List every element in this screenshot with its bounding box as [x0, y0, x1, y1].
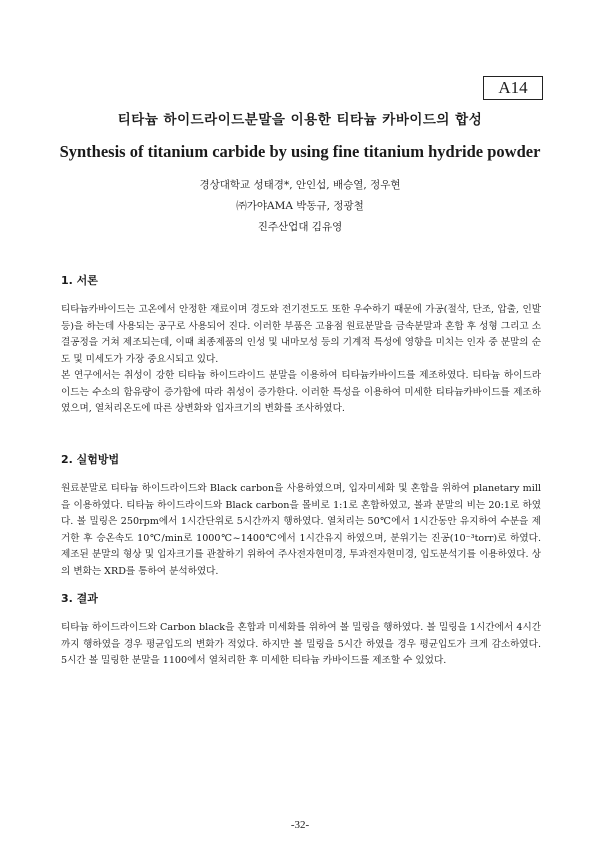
author-line: 진주산업대 김유영 — [257, 221, 343, 233]
author-line: ㈜가야AMA 박동규, 정광철 — [236, 200, 364, 212]
paragraph: 티타늄 하이드라이드와 Carbon black을 혼합과 미세화를 위하여 볼 밀링을 행하였다. 볼 밀링을 1시간에서 4시간까지 행하였을 경우 평균입도의 변화가 적었다. 하지만 볼 밀링을 5시간 하였을 경우 평균입도가 크게 감소하였다. 5시간 볼 밀링한 분말을 1100에서 열처리한 후 미세한 티타늄 카바이드를 제조할 수 있었다. — [61, 622, 541, 666]
paragraph: 원료분말로 티타늄 하이드라이드와 Black carbon을 사용하였으며, 입자미세화 및 혼합을 위하여 planetary mill을 이용하였다. 티타늄 하이드라이드와 Black carbon을 몰비로 1:1로 혼합하였고, 볼과 분말의 비는 20:1로 하였다. 볼 밀링은 250rpm에서 1시간단위로 5시간까지 행하였다. 열처리는 50℃에서 1시간동안 유지하여 수분을 제거한 후 승온속도 10℃/min로 1000℃~1400℃에서 1시간유지 하였으며, 분위기는 진공(10⁻³torr)로 하였다. 제조된 분말의 형상 및 입자크기를 관찰하기 위하여 주사전자현미경, 투과전자현미경, 입도분석기를 이용하였다. 상의 변화는 XRD를 통하여 분석하였다. — [61, 483, 541, 577]
section-heading-results: 3. 결과 — [61, 592, 98, 605]
abstract-code-box — [483, 76, 543, 100]
author-block — [0, 175, 600, 238]
paragraph: 본 연구에서는 취성이 강한 티타늄 하이드라이드 분말을 이용하여 티타늄카바이드를 제조하였다. 티타늄 하이드라이드는 수소의 함유량이 증가함에 따라 취성이 증가한다. 이러한 특성을 이용하여 미세한 티타늄카바이드를 제조하였으며, 열처리온도에 따른 상변화와 입자크기의 변화를 조사하였다. — [61, 370, 541, 414]
section-body-methods — [61, 481, 541, 580]
title-korean: 티타늄 하이드라이드분말을 이용한 티타늄 카바이드의 합성 — [117, 112, 483, 128]
section-heading-introduction: 1. 서론 — [61, 274, 98, 287]
title-english: Synthesis of titanium carbide by using fine titanium hydride powder — [59, 142, 541, 161]
abstract-code: A14 — [498, 78, 528, 97]
section-heading-methods: 2. 실험방법 — [61, 453, 120, 466]
author-line: 경상대학교 성태경*, 안인섭, 배승열, 정우현 — [199, 179, 401, 191]
page-number: -32- — [290, 819, 310, 831]
section-body-results — [61, 620, 541, 670]
section-body-introduction — [61, 302, 541, 418]
paragraph: 티타늄카바이드는 고온에서 안정한 재료이며 경도와 전기전도도 또한 우수하기 때문에 가공(절삭, 단조, 압출, 인발 등)을 하는데 사용되는 공구로 사용되어 진다. 이러한 부품은 고융점 원료분말을 금속분말과 혼합 후 성형 그리고 소결공정을 거쳐 제조되는데, 이때 최종제품의 인성 및 내마모성 등의 기계적 특성에 영향을 미치는 인자 중 분말의 순도 및 미세도가 가장 중요시되고 있다. — [61, 304, 541, 365]
